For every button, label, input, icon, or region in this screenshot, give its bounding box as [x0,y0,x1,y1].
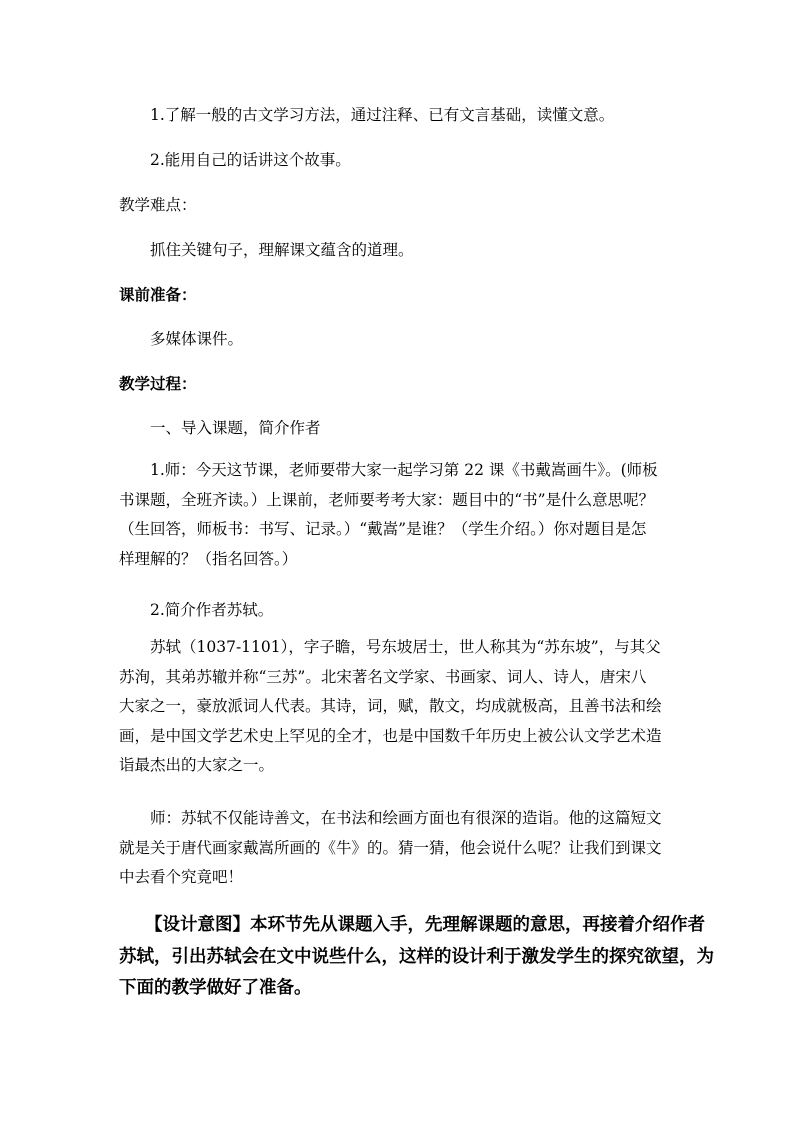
design-intent-line: 【设计意图】本环节先从课题入手，先理解课题的意思，再接着介绍作者 [145,915,705,935]
teacher-line: 就是关于唐代画家戴嵩所画的《牛》的。猜一猜，他会说什么呢？让我们到课文 [119,838,662,857]
teacher-line: 中去看个究竟吧！ [119,868,244,886]
step1-paragraph [119,456,681,574]
objective-item-1: 1.了解一般的古文学习方法，通过注释、已有文言基础，读懂文意。 [150,106,615,124]
preparation-heading: 课前准备： [119,285,197,304]
preparation-text: 多媒体课件。 [150,330,244,348]
step1-line: 书课题，全班齐读。）上课前，老师要考考大家：题目中的“书”是什么意思呢？ [119,490,655,509]
design-intent-line: 下面的教学做好了准备。 [119,978,312,998]
process-heading: 教学过程： [119,374,197,393]
author-bio-line: 大家之一，豪放派词人代表。其诗，词，赋，散文，均成就极高，且善书法和绘 [119,697,662,715]
objective-item-2: 2.能用自己的话讲这个故事。 [150,151,351,169]
author-bio-line: 苏洵，其弟苏辙并称“三苏”。北宋著名文学家、书画家、词人、诗人，唐宋八 [119,667,647,686]
step1-line: 1.师：今天这节课，老师要带大家一起学习第 22 课《书戴嵩画牛》。(师板 [150,461,658,479]
design-intent-paragraph [119,910,714,1005]
difficulty-text: 抓住关键句子，理解课文蕴含的道理。 [150,241,414,259]
design-intent-line: 苏轼，引出苏轼会在文中说些什么，这样的设计利于激发学生的探究欲望，为 [119,946,714,967]
teacher-paragraph [119,804,681,893]
section1-title: 一、导入课题，简介作者 [150,419,321,437]
author-bio-paragraph [119,633,681,781]
step1-line: （生回答，师板书：书写、记录。）“戴嵩”是谁？（学生介绍。）你对题目是怎 [119,520,647,538]
author-bio-line: 画，是中国文学艺术史上罕见的全才，也是中国数千年历史上被公认文学艺术造 [119,726,662,745]
teacher-line: 师：苏轼不仅能诗善文，在书法和绘画方面也有很深的造诣。他的这篇短文 [150,809,662,827]
author-bio-line: 诣最杰出的大家之一。 [119,756,275,774]
step1-line: 样理解的？（指名回答。） [119,549,298,568]
author-bio-line: 苏轼（1037-1101），字子瞻，号东坡居士，世人称其为“苏东坡”，与其父 [150,638,661,656]
step2-title: 2.简介作者苏轼。 [150,601,274,619]
difficulty-heading: 教学难点： [119,196,197,214]
